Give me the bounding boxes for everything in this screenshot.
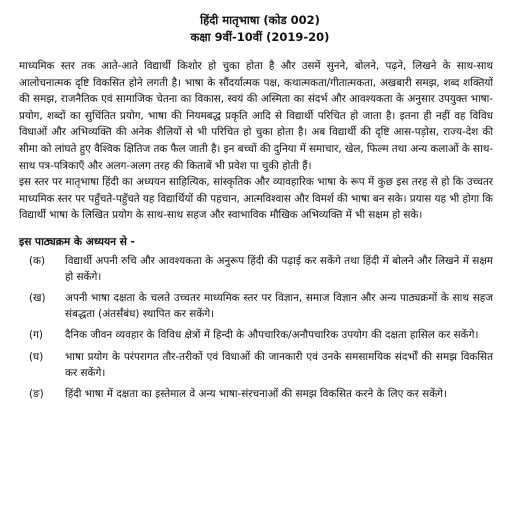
list-item	[19, 386, 493, 402]
objectives-heading: इस पाठ्यक्रम के अध्ययन से -	[19, 235, 135, 248]
list-item-text: दैनिक जीवन व्यवहार के विविध क्षेत्रों में हिन्दी के औपचारिक/अनौपचारिक उपयोग की दक्षता हासिल कर सकेंगे।	[65, 329, 479, 342]
mother-tongue-paragraph: इस स्तर पर मातृभाषा हिंदी का अध्ययन साहित्यिक, सांस्कृतिक और व्यावहारिक भाषा के रूप में कुछ इस तरह से हो कि उच्चतर माध्यमिक स्तर पर पहुँचते-पहुँचते यह विद्यार्थियों की पहचान, आत्मविश्वास और विमर्श की भाषा बन सके। प्रयास यह भी होगा कि विद्यार्थी भाषा के लिखित प्रयोग के साथ-साथ सहज और स्वाभाविक मौखिक अभिव्यक्ति में भी सक्षम हो सके।	[19, 176, 493, 222]
list-item-text: विद्यार्थी अपनी रुचि और आवश्यकता के अनुरूप हिंदी की पढ़ाई कर सकेंगे तथा हिंदी में बोलने और लिखने में सक्षम हो सकेंगे।	[65, 254, 493, 283]
intro-paragraph: माध्यमिक स्तर तक आते-आते विद्यार्थी किशोर हो चुका होता है और उसमें सुनने, बोलने, पढ़ने, लिखने के साथ-साथ आलोचनात्मक दृष्टि विकसित होने लगती है। भाषा के सौंदर्यात्मक पक्ष, कथात्मकता/गीतात्मकता, अखबारी समझ, शब्द शक्तियों की समझ, राजनैतिक एवं सामाजिक चेतना का विकास, स्वयं की अस्मिता का संदर्भ और आवश्यकता के अनुसार उपयुक्त भाषा- प्रयोग, शब्दों का सुचिंतित प्रयोग, भाषा की नियमबद्ध प्रकृति आदि से विद्यार्थी परिचित हो जाता है। इतना ही नहीं वह विविध विधाओं और अभिव्यक्ति की अनेक शैलियों से भी परिचित हो चुका होता है। अब विद्यार्थी की दृष्टि आस-पड़ोस, राज्य-देश की सीमा को लांघते हुए वैश्विक क्षितिज तक फैल जाती है। इन बच्चों की दुनिया में समाचार, खेल, फिल्म तथा अन्य कलाओं के साथ-साथ पत्र-पत्रिकाएँ और अलग-अलग तरह की किताबें भी प्रवेश पा चुकी होती हैं।	[19, 60, 493, 172]
document-header	[27, 12, 493, 46]
list-item-text: भाषा प्रयोग के परंपरागत तौर-तरीकों एवं विधाओं की जानकारी एवं उनके समसामयिक संदर्भों की समझ विकसित कर सकेंगे।	[65, 350, 493, 379]
list-item-text: हिंदी भाषा में दक्षता का इस्तेमाल वे अन्य भाषा-संरचनाओं की समझ विकसित करने के लिए कर सकेंगे।	[65, 387, 447, 400]
document-title: हिंदी मातृभाषा (कोड 002)	[200, 13, 320, 27]
list-item	[19, 253, 493, 285]
list-marker: (ख)	[29, 291, 46, 304]
list-item	[19, 327, 493, 343]
list-item	[19, 349, 493, 381]
list-marker: (क)	[29, 254, 46, 267]
objectives-list	[19, 253, 493, 403]
document-subtitle: कक्षा 9वीं-10वीं (2019-20)	[190, 30, 330, 44]
list-marker: (ग)	[29, 329, 43, 342]
list-item	[19, 290, 493, 322]
list-marker: (ङ)	[29, 387, 44, 400]
list-item-text: अपनी भाषा दक्षता के चलते उच्चतर माध्यमिक स्तर पर विज्ञान, समाज विज्ञान और अन्य पाठ्यक्रमों के साथ सहज संबद्धता (अंतर्संबंध) स्थापित कर सकेंगे।	[65, 291, 493, 321]
list-marker: (घ)	[29, 350, 44, 363]
